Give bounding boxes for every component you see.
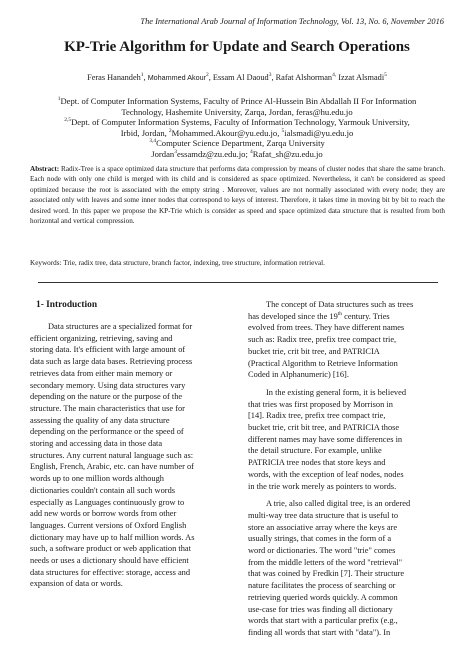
text-line: different names may have some differences in bbox=[248, 434, 403, 444]
affiliation-line-1: $^1$Dept. of Computer Information Systems, Faculty of Prince Al-Hussein Bin Abdallah II For Information bbox=[57, 96, 417, 106]
section-divider bbox=[38, 282, 438, 283]
text-line: use-case for tries was finding all dictionary bbox=[248, 604, 393, 614]
text-line: dictionary may have up to half million words. As bbox=[30, 532, 195, 542]
author-name: Izzat Alsmadi bbox=[338, 73, 385, 82]
author-superscript: 2 bbox=[206, 72, 209, 79]
text-line: (Practical Algorithm to Retrieve Information bbox=[248, 358, 398, 368]
text-line: such as: Radix tree, prefix tree compact trie, bbox=[248, 335, 397, 345]
left-column bbox=[30, 299, 226, 590]
text-line: The concept of Data structures such as trees bbox=[266, 300, 414, 309]
text-line: Coded in Alphanumeric) [16]. bbox=[248, 370, 349, 380]
text-line: English, French, Arabic, etc. can have number of bbox=[30, 462, 194, 472]
affiliation-line-4: Irbid, Jordan, $^2$Mohammed.Akour@yu.edu.jo, $^5$ialsmadi@yu.edu.jo bbox=[120, 127, 354, 138]
abstract bbox=[30, 164, 445, 226]
text-line: word or dictionaries. The word "trie" comes bbox=[248, 546, 396, 556]
abstract-text: Radix-Tree is a space optimized data structure that performs data compression by means of cluster nodes that share the same branch. Each node with only one child is merged with its child and is considered as space optimized. Nevertheless, it can't be considered as speed optimized because the root is associated with the empty string . Moreover, values are not normally associated with every node; they are associated only with leaves and some inner nodes that correspond to keys of interest. Therefore, it takes time in moving bit by bit to reach the desired word. In this paper we propose the KP-Trie which is consider as speed and space optimized data structure that is resulted from both horizontal and vertical compression. bbox=[30, 165, 445, 226]
right-column bbox=[248, 299, 446, 639]
text-line: store an associative array where the keys are bbox=[248, 522, 398, 532]
text-line: retrieving queried words quickly. A common bbox=[248, 592, 398, 602]
text-line: needs or uses a dictionary should have efficient bbox=[30, 556, 189, 566]
text-line: structures. Any current natural language such as: bbox=[30, 450, 194, 460]
right-paragraph-3 bbox=[248, 498, 446, 638]
text-line: efficient organizing, retrieving, saving and bbox=[30, 333, 173, 343]
affiliation-line-6: Jordan$^3$essamdz@zu.edu.jo; $^4$Rafat_sh@zu.edu.jo bbox=[151, 148, 323, 159]
text-line: In the existing general form, it is believed bbox=[266, 387, 407, 397]
text-line: nature facilitates the process of searching or bbox=[248, 581, 396, 591]
text-line: data structures for effective: storage, access and bbox=[30, 567, 191, 577]
text-line: storing and accessing data in those data bbox=[30, 439, 163, 449]
author-superscript: 5 bbox=[384, 72, 387, 79]
author-superscript: 1 bbox=[140, 72, 144, 79]
text-line: storing data. It's efficient with large amount of bbox=[30, 345, 186, 355]
text-line: depending on the nature or the purpose of the bbox=[30, 392, 183, 402]
affiliations bbox=[30, 96, 444, 160]
author-superscript: 3 bbox=[268, 72, 272, 79]
text-line: assessing the quality of any data structure bbox=[30, 415, 170, 425]
author-name: Rafat Alshorman bbox=[275, 73, 333, 82]
text-line: retrieves data from either main memory or bbox=[30, 368, 173, 378]
affiliation-line-2: Technology, Hashemite University, Zarqa, Jordan, feras@hu.edu.jo bbox=[121, 106, 353, 117]
author-list: Feras Hanandeh$^1$, Mohammed Akour$^2$, Essam Al Daoud$^3$, Rafat Alshorman$^{4,}$ Izzat Alsmadi$^5$ bbox=[87, 72, 387, 82]
text-line: dictionaries couldn't contain all such words bbox=[30, 485, 176, 495]
text-line: data such as large data bases. Retrieving process bbox=[30, 357, 193, 367]
text-line: usually strings, that comes in the form of a bbox=[248, 534, 392, 544]
section-heading-introduction: 1- Introduction bbox=[36, 300, 98, 310]
text-line: has developed since the 19th century. Tries bbox=[248, 310, 390, 321]
keywords: Keywords: Trie, radix tree, data structure, branch factor, indexing, tree structure, information retrieval. bbox=[30, 259, 325, 267]
author-name: Mohammed Akour bbox=[147, 73, 207, 82]
right-paragraph-1 bbox=[248, 299, 446, 381]
text-line: in the trie work merely as pointers to words. bbox=[248, 481, 397, 491]
text-line: PATRICIA tree nodes that store keys and bbox=[248, 458, 386, 468]
text-line: evolved from trees. They have different names bbox=[248, 323, 405, 333]
text-line: that tries was first proposed by Morrison in bbox=[248, 399, 393, 409]
text-line: languages. Current versions of Oxford English bbox=[30, 520, 187, 530]
paper-title: KP-Trie Algorithm for Update and Search Operations bbox=[64, 39, 410, 55]
text-line: add new words or borrow words from other bbox=[30, 509, 177, 519]
text-line: multi-way tree data structure that is useful to bbox=[248, 510, 399, 520]
text-line: structure. The main characteristics that use for bbox=[30, 403, 185, 413]
text-line: especially as Languages continuously grow to bbox=[30, 497, 185, 507]
intro-paragraph-1 bbox=[30, 321, 226, 590]
text-line: secondary memory. Using data structures vary bbox=[30, 380, 186, 390]
journal-running-header: The International Arab Journal of Information Technology, Vol. 13, No. 6, November 2016 bbox=[140, 17, 444, 26]
text-line: words up to one million words although bbox=[30, 474, 164, 484]
author-name: Feras Hanandeh bbox=[87, 73, 141, 82]
text-line: A trie, also called digital tree, is an ordered bbox=[266, 499, 411, 509]
text-line: finding all words that start with "data"). In bbox=[248, 627, 391, 637]
author-superscript: 4, bbox=[332, 72, 337, 79]
text-line: from the middle letters of the word "retrieval" bbox=[248, 557, 403, 567]
text-line: words that start with a particular prefix (e.g., bbox=[248, 616, 398, 626]
text-line: Data structures are a specialized format for bbox=[48, 322, 193, 331]
author-name: Essam Al Daoud bbox=[212, 73, 269, 82]
text-line: the detail structure. For example, unlike bbox=[248, 446, 382, 456]
text-line: expansion of data or words. bbox=[30, 579, 123, 589]
text-line: depending on the performance or the speed of bbox=[30, 427, 184, 437]
text-line: bucket trie, crit bit tree, and PATRICIA those bbox=[248, 423, 400, 433]
text-line: bucket trie, crit bit tree, and PATRICIA bbox=[248, 346, 380, 356]
right-paragraph-2 bbox=[248, 387, 446, 492]
affiliation-line-5: $^{3,4}$Computer Science Department, Zarqa University bbox=[149, 138, 325, 149]
text-line: that was coined by Fredkin [7]. Their structure bbox=[248, 569, 405, 579]
affiliation-line-3: $^{2,5}$Dept. of Computer Information Systems, Faculty of Information Technology, Yarmouk University, bbox=[64, 117, 410, 128]
abstract-label: Abstract: bbox=[30, 165, 60, 173]
text-line: [14]. Radix tree, prefix tree compact trie, bbox=[248, 411, 386, 421]
text-line: words, with the exception of leaf nodes, nodes bbox=[248, 469, 404, 479]
text-line: such, a software product or web application that bbox=[30, 544, 191, 554]
